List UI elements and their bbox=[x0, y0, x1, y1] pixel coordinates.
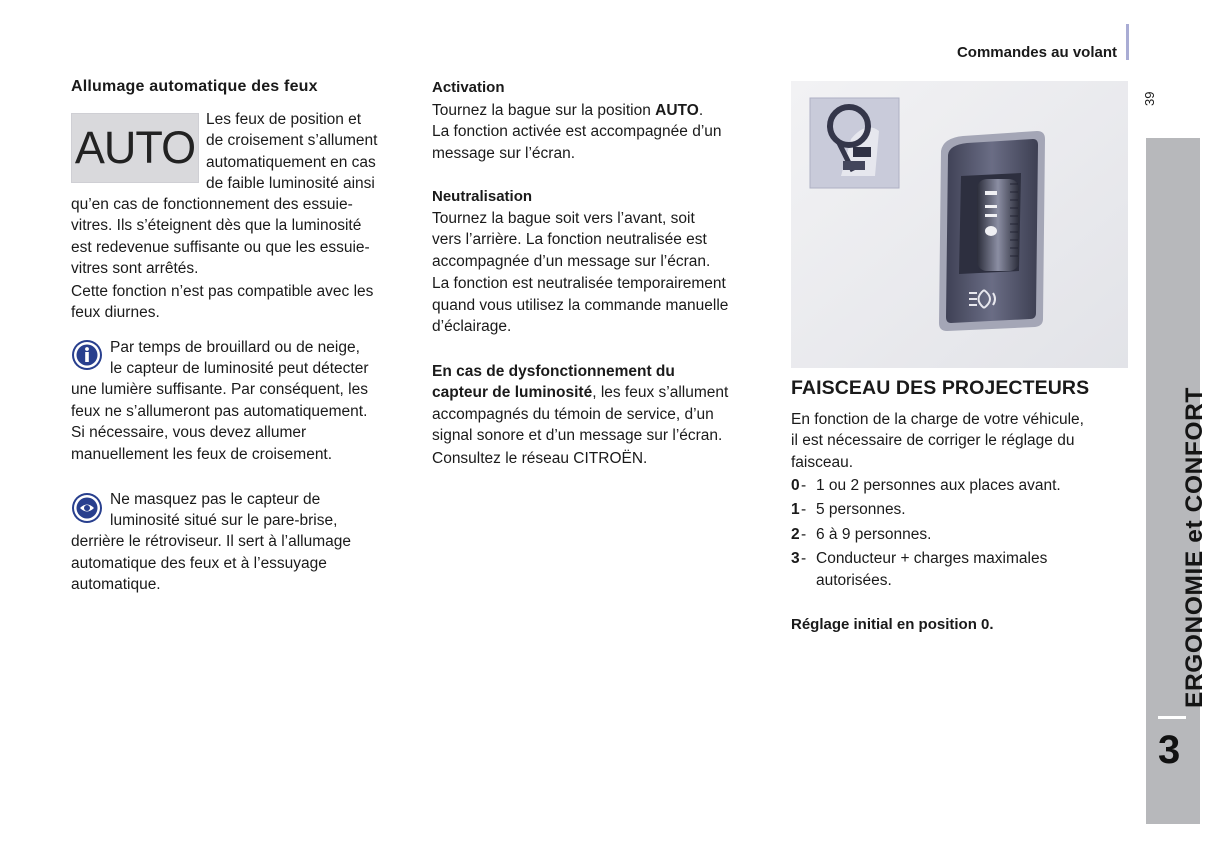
fault-heading: En cas de dysfonctionnement du bbox=[432, 363, 675, 380]
initial-setting-note: Réglage initial en position 0. bbox=[791, 616, 994, 633]
text-line: 1 ou 2 personnes aux places avant. bbox=[816, 477, 1061, 494]
text-fragment: , les feux s’allument bbox=[592, 384, 729, 402]
text-line: de croisement s’allument bbox=[206, 132, 378, 150]
chapter-label: ERGONOMIE et CONFORT bbox=[1181, 387, 1208, 708]
auto-keyword: AUTO bbox=[655, 102, 699, 119]
text-line: automatique. bbox=[71, 576, 161, 594]
auto-lights-body bbox=[71, 194, 411, 323]
text-line: 6 à 9 personnes. bbox=[816, 525, 932, 543]
position-number: 0 bbox=[791, 477, 800, 494]
text-line: Conducteur + charges maximales bbox=[816, 550, 1048, 568]
text-line: La fonction activée est accompagnée d’un bbox=[432, 123, 722, 141]
header-rule bbox=[1126, 24, 1129, 60]
text-line: une lumière suffisante. Par conséquent, les bbox=[71, 381, 368, 399]
text-line: quand vous utilisez la commande manuelle bbox=[432, 296, 729, 314]
text-line: derrière le rétroviseur. Il sert à l’allumage bbox=[71, 533, 351, 551]
section-title-auto-lights: Allumage automatique des feux bbox=[71, 78, 318, 95]
text-line bbox=[432, 100, 772, 121]
text-line: il est nécessaire de corriger le réglage du bbox=[791, 432, 1075, 450]
text-line: Si nécessaire, vous devez allumer bbox=[71, 424, 307, 442]
text-line: accompagnés du témoin de service, d’un bbox=[432, 405, 714, 423]
text-line: En fonction de la charge de votre véhicule, bbox=[791, 411, 1084, 428]
text-line: automatiquement en cas bbox=[206, 153, 376, 171]
text-line: Consultez le réseau CITROËN. bbox=[432, 449, 648, 467]
text-line: est redevenue suffisante ou que les essuie- bbox=[71, 238, 370, 256]
dash: - bbox=[801, 550, 807, 568]
running-head: Commandes au volant bbox=[956, 44, 1117, 61]
fault-heading: capteur de luminosité bbox=[432, 384, 593, 402]
activation-text bbox=[432, 100, 772, 164]
text-line: d’éclairage. bbox=[432, 318, 512, 336]
info-note bbox=[71, 358, 411, 465]
chapter-number: 3 bbox=[1158, 728, 1181, 772]
text-line: vers l’arrière. La fonction neutralisée est bbox=[432, 231, 707, 249]
text-line: La fonction est neutralisée temporairement bbox=[432, 275, 726, 293]
text-line: automatique des feux et à l’essuyage bbox=[71, 554, 327, 572]
dash: - bbox=[801, 477, 807, 494]
text-line bbox=[432, 382, 772, 403]
dash: - bbox=[801, 525, 807, 543]
text-line: autorisées. bbox=[816, 571, 892, 589]
text-line: le capteur de luminosité peut détecter bbox=[110, 360, 369, 377]
text-line: message sur l’écran. bbox=[432, 144, 576, 162]
eye-note bbox=[71, 510, 411, 596]
neutralisation-heading: Neutralisation bbox=[432, 188, 533, 205]
beam-positions-list bbox=[791, 475, 1131, 591]
auto-badge bbox=[71, 113, 199, 183]
text-line: signal sonore et d’un message sur l’écran. bbox=[432, 427, 723, 445]
neutralisation-text bbox=[432, 208, 772, 337]
eye-note-first-line: Ne masquez pas le capteur de bbox=[110, 491, 321, 508]
text-line: luminosité situé sur le pare-brise, bbox=[110, 512, 338, 529]
text-line: feux diurnes. bbox=[71, 304, 160, 322]
headlamp-beam-title: FAISCEAU DES PROJECTEURS bbox=[791, 377, 1090, 399]
text-line: accompagnée d’un message sur l’écran. bbox=[432, 252, 711, 270]
text-line: vitres sont arrêtés. bbox=[71, 260, 199, 278]
info-note-first-line: Par temps de brouillard ou de neige, bbox=[110, 339, 360, 356]
text-line: qu’en cas de fonctionnement des essuie- bbox=[71, 196, 353, 213]
auto-badge-text: AUTO bbox=[74, 122, 196, 173]
chapter-divider bbox=[1158, 716, 1186, 719]
list-item bbox=[791, 499, 1131, 520]
text-line: 5 personnes. bbox=[816, 501, 906, 519]
activation-heading: Activation bbox=[432, 79, 505, 96]
text-line: feux ne s’allumeront pas automatiquement. bbox=[71, 402, 368, 420]
list-item bbox=[791, 475, 1131, 496]
list-item bbox=[791, 548, 1131, 591]
sensor-fault-text bbox=[432, 361, 772, 469]
text-line: Tournez la bague soit vers l’avant, soit bbox=[432, 210, 695, 227]
position-number: 3 bbox=[791, 550, 800, 568]
list-item bbox=[791, 524, 1131, 545]
headlamp-switch-photo bbox=[791, 81, 1128, 368]
text-line: manuellement les feux de croisement. bbox=[71, 445, 333, 463]
text-line: faisceau. bbox=[791, 453, 854, 471]
text-fragment: . bbox=[698, 102, 704, 119]
steering-wheel-icon bbox=[810, 98, 899, 188]
position-number: 2 bbox=[791, 525, 800, 543]
dash: - bbox=[801, 501, 807, 519]
headlamp-beam-intro bbox=[791, 409, 1131, 473]
position-number: 1 bbox=[791, 501, 800, 519]
page-number: 39 bbox=[1142, 91, 1157, 106]
text-fragment: Tournez la bague sur la position bbox=[432, 102, 656, 119]
text-line: Les feux de position et bbox=[206, 111, 362, 128]
text-line bbox=[432, 361, 772, 382]
text-line: Cette fonction n’est pas compatible avec les bbox=[71, 282, 374, 300]
text-line: vitres. Ils s’éteignent dès que la luminosité bbox=[71, 217, 362, 235]
text-line: de faible luminosité ainsi bbox=[206, 175, 375, 193]
auto-lights-intro bbox=[206, 109, 406, 195]
